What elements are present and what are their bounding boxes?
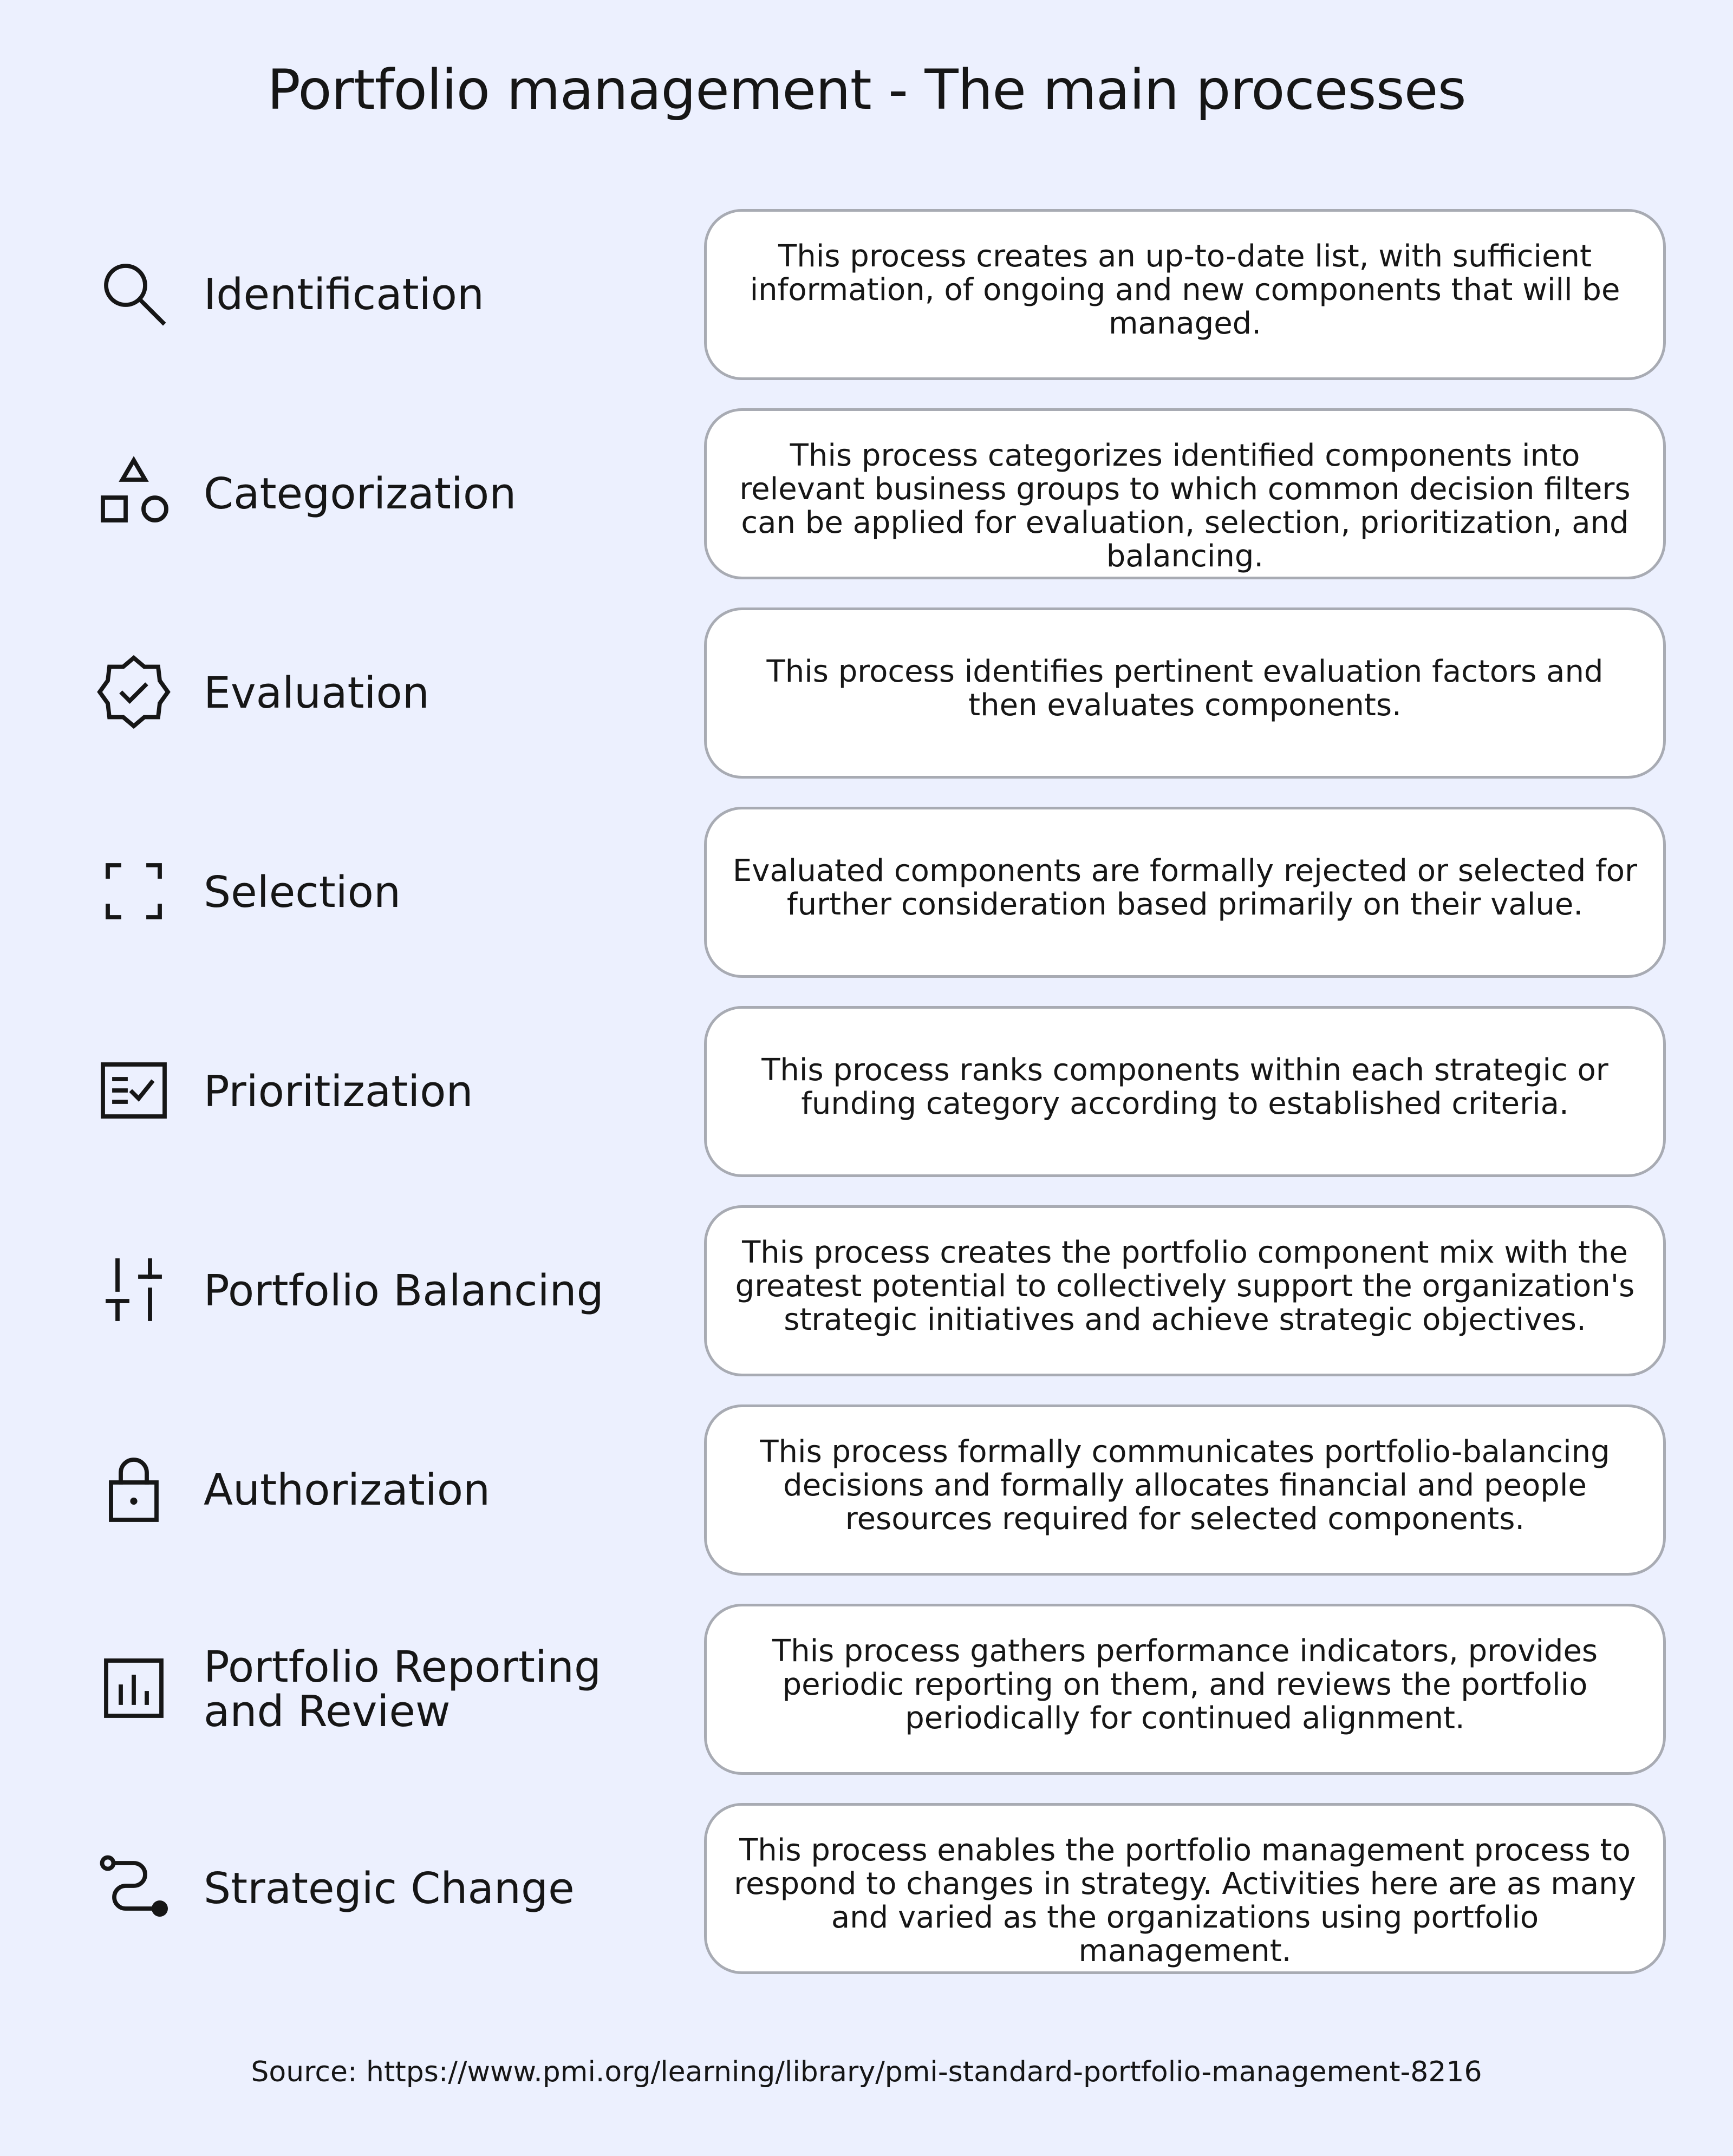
process-row-identification <box>0 209 1733 408</box>
source-citation: Source: https://www.pmi.org/learning/library/pmi-standard-portfolio-management-8216 <box>251 2056 1482 2088</box>
process-name: Portfolio Balancing <box>204 1266 604 1316</box>
process-row-evaluation <box>0 607 1733 807</box>
bar-chart-icon <box>95 1649 173 1727</box>
process-row-portfolio-reporting <box>0 1604 1733 1803</box>
search-icon <box>95 254 173 332</box>
process-name: Selection <box>204 867 401 917</box>
process-description-box <box>704 209 1666 380</box>
process-name: Authorization <box>204 1465 491 1515</box>
process-description: This process ranks components within each strategic or funding category according to established criteria. <box>761 1053 1608 1121</box>
checklist-icon <box>95 1051 173 1129</box>
sliders-icon <box>95 1251 173 1329</box>
process-list <box>0 209 1733 2002</box>
lock-icon <box>95 1450 173 1528</box>
process-row-categorization <box>0 408 1733 607</box>
process-description-box <box>704 1803 1666 1974</box>
process-description-box <box>704 1604 1666 1775</box>
process-name: Evaluation <box>204 668 429 718</box>
process-row-prioritization <box>0 1006 1733 1205</box>
process-description-box <box>704 408 1666 579</box>
select-frame-icon <box>95 852 173 930</box>
process-name: Strategic Change <box>204 1864 575 1913</box>
badge-check-icon <box>95 653 173 731</box>
process-description: This process formally communicates portfolio-balancing decisions and formally allocates financial and people resources required for selected components. <box>760 1434 1610 1537</box>
process-name: Prioritization <box>204 1067 473 1116</box>
process-row-strategic-change <box>0 1803 1733 2002</box>
shapes-icon <box>95 454 173 532</box>
process-row-authorization <box>0 1404 1733 1604</box>
process-description: This process gathers performance indicators, provides periodic reporting on them, and reviews the portfolio periodically for continued alignment. <box>772 1634 1598 1736</box>
page-title: Portfolio management - The main processes <box>267 58 1466 122</box>
process-description: This process creates an up-to-date list, with sufficient information, of ongoing and new components that will be managed. <box>750 239 1620 341</box>
process-description-box <box>704 1006 1666 1177</box>
process-description-box <box>704 807 1666 978</box>
process-description: This process enables the portfolio management process to respond to changes in strategy. Activities here are as many and varied as the organizations using portfolio management. <box>734 1833 1636 1969</box>
process-description-box <box>704 1205 1666 1376</box>
process-row-selection <box>0 807 1733 1006</box>
process-description: Evaluated components are formally rejected or selected for further consideration based primarily on their value. <box>732 853 1638 922</box>
process-description: This process categorizes identified components into relevant business groups to which common decision filters can be applied for evaluation, selection, prioritization, and balancing. <box>739 438 1631 574</box>
process-description: This process identifies pertinent evaluation factors and then evaluates components. <box>766 654 1604 723</box>
process-name: Identification <box>204 270 484 319</box>
process-description-box <box>704 1404 1666 1576</box>
route-icon <box>95 1848 173 1926</box>
process-name: Portfolio Reporting and Review <box>204 1642 602 1736</box>
process-description: This process creates the portfolio component mix with the greatest potential to collectively support the organization's strategic initiatives and achieve strategic objectives. <box>735 1235 1635 1337</box>
process-description-box <box>704 607 1666 779</box>
process-row-portfolio-balancing <box>0 1205 1733 1404</box>
process-name: Categorization <box>204 469 517 519</box>
